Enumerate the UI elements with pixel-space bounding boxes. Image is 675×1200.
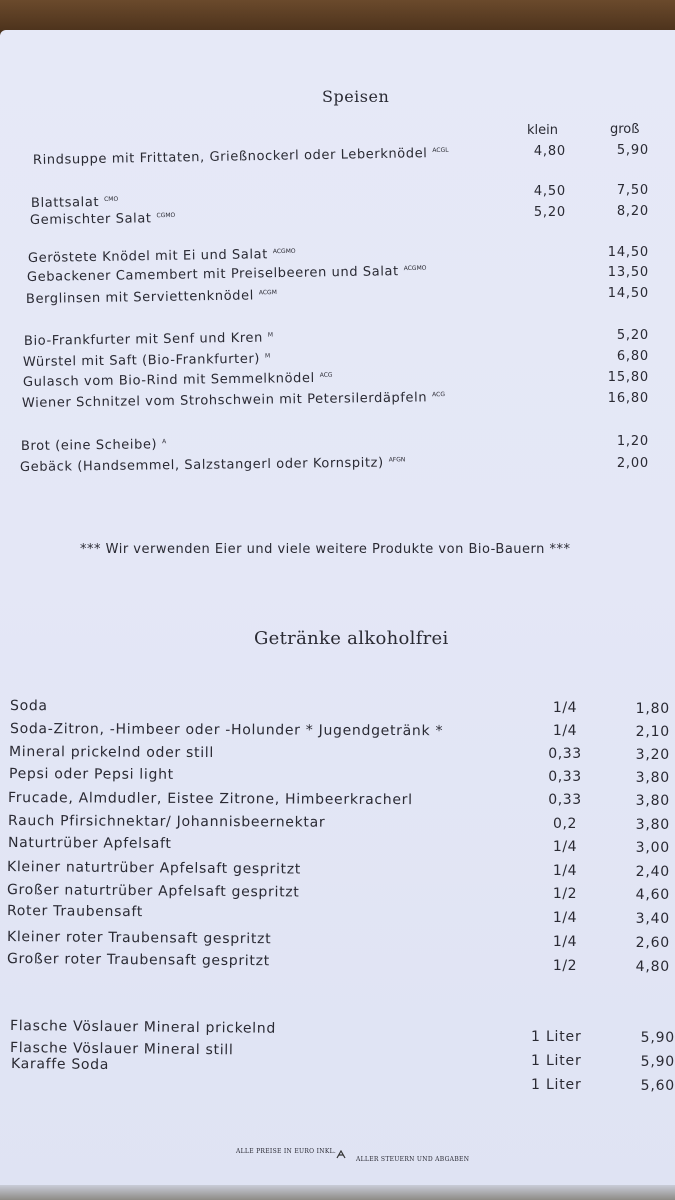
allergen-codes: M	[264, 352, 271, 360]
drink-price: 3,20	[635, 747, 670, 763]
drink-price: 4,80	[635, 959, 670, 975]
allergen-codes: AFGN	[388, 455, 406, 464]
price-small: 5,20	[533, 205, 566, 220]
bio-note: *** Wir verwenden Eier und viele weitere Produkte von Bio-Bauern ***	[80, 542, 571, 557]
drink-price: 3,80	[635, 770, 670, 786]
food-item	[31, 195, 118, 211]
drink-name: Kleiner naturtrüber Apfelsaft gespritzt	[6, 859, 302, 878]
food-item-name: Gulasch vom Bio-Rind mit Semmelknödel	[22, 370, 315, 390]
price-large: 5,20	[616, 328, 649, 343]
allergen-codes: A	[162, 437, 167, 445]
drink-size: 0,33	[548, 792, 582, 808]
drink-name: Pepsi oder Pepsi light	[8, 766, 174, 783]
drink-price: 2,40	[635, 864, 670, 880]
drink-size: 1/4	[552, 910, 578, 926]
food-item-name: Blattsalat	[30, 195, 100, 211]
drink-name: Frucade, Almdudler, Eistee Zitrone, Himbeerkracherl	[7, 790, 413, 809]
drink-name: Rauch Pfirsichnektar/ Johannisbeernektar	[7, 813, 326, 831]
footer-price-note-right: ALLER STEUERN UND ABGABEN	[356, 1156, 470, 1163]
food-item	[30, 211, 176, 228]
allergen-codes: ACGM	[258, 288, 277, 297]
bottle-name: Flasche Vöslauer Mineral prickelnd	[9, 1018, 277, 1037]
price-small: 4,80	[533, 144, 566, 159]
bottle-name: Flasche Vöslauer Mineral still	[9, 1040, 234, 1059]
bottle-price: 5,90	[640, 1030, 675, 1046]
drink-price: 1,80	[635, 701, 670, 717]
drink-name: Kleiner roter Traubensaft gespritzt	[6, 929, 272, 948]
bottle-price: 5,60	[640, 1078, 675, 1094]
bottle-price: 5,90	[640, 1054, 675, 1070]
price-large: 14,50	[607, 245, 649, 260]
bottle-size: 1 Liter	[531, 1053, 582, 1069]
food-item	[21, 437, 166, 454]
drink-name: Großer roter Traubensaft gespritzt	[6, 951, 270, 970]
price-large: 13,50	[607, 265, 649, 280]
drink-price: 4,60	[635, 887, 670, 903]
drink-name: Soda-Zitron, -Himbeer oder -Holunder * Jugendgetränk *	[9, 721, 444, 740]
food-item-name: Berglinsen mit Serviettenknödel	[25, 288, 255, 307]
allergen-codes: ACGMO	[272, 247, 296, 255]
price-large: 7,50	[616, 183, 649, 198]
drink-name: Soda	[9, 698, 48, 715]
food-item-name: Bio-Frankfurter mit Senf und Kren	[23, 330, 264, 349]
price-large: 6,80	[616, 349, 649, 364]
food-section-title: Speisen	[322, 87, 390, 106]
column-header-large: groß	[610, 122, 640, 137]
price-large: 16,80	[607, 391, 649, 406]
allergen-codes: ACGL	[432, 146, 449, 154]
drink-size: 0,33	[548, 769, 582, 785]
column-header-small: klein	[527, 123, 558, 138]
drink-price: 3,40	[635, 911, 670, 927]
allergen-codes: CMO	[104, 195, 119, 203]
drink-size: 0,33	[548, 746, 582, 762]
drink-name: Mineral prickelnd oder still	[8, 744, 215, 762]
drink-name: Roter Traubensaft	[6, 903, 144, 921]
drink-price: 3,80	[635, 793, 670, 809]
food-item-name: Gemischter Salat	[29, 211, 152, 228]
footer-price-note-left: ALLE PREISE IN EURO INKL.	[236, 1148, 337, 1155]
drink-size: 1/4	[552, 934, 578, 950]
drink-price: 3,80	[635, 817, 670, 833]
drinks-section-title: Getränke alkoholfrei	[254, 628, 449, 649]
drink-name: Naturtrüber Apfelsaft	[7, 835, 172, 852]
food-item-name: Gebäck (Handsemmel, Salzstangerl oder Kornspitz)	[19, 455, 384, 475]
drink-size: 0,2	[552, 816, 578, 832]
drink-size: 1/4	[552, 839, 578, 855]
food-item-name: Würstel mit Saft (Bio-Frankfurter)	[22, 351, 261, 370]
price-large: 5,90	[616, 143, 649, 158]
drink-size: 1/2	[552, 958, 578, 974]
allergen-codes: M	[267, 331, 274, 339]
allergen-codes: ACG	[319, 371, 333, 379]
table-shadow	[0, 1185, 675, 1200]
bottle-name: Karaffe Soda	[10, 1056, 110, 1074]
drink-price: 3,00	[635, 840, 670, 856]
drink-size: 1/4	[552, 863, 578, 879]
bottle-size: 1 Liter	[531, 1077, 582, 1093]
drink-size: 1/2	[552, 886, 578, 902]
price-small: 4,50	[533, 184, 566, 199]
drink-price: 2,60	[635, 935, 670, 951]
drink-price: 2,10	[635, 724, 670, 740]
allergen-codes: ACGMO	[403, 264, 427, 272]
bottle-size: 1 Liter	[531, 1029, 582, 1045]
logo-icon	[336, 1150, 346, 1162]
food-item-name: Rindsuppe mit Frittaten, Grießnockerl oder Leberknödel	[32, 146, 428, 168]
allergen-codes: ACG	[432, 390, 446, 398]
food-item-name: Gebackener Camembert mit Preiselbeeren und Salat	[26, 264, 399, 285]
price-large: 15,80	[607, 370, 649, 385]
price-large: 1,20	[616, 434, 649, 449]
price-large: 2,00	[616, 456, 649, 471]
drink-size: 1/4	[552, 723, 578, 739]
allergen-codes: CGMO	[156, 211, 176, 219]
drink-name: Großer naturtrüber Apfelsaft gespritzt	[6, 882, 300, 901]
price-large: 8,20	[616, 204, 649, 219]
food-item-name: Wiener Schnitzel vom Strohschwein mit Petersilerdäpfeln	[21, 390, 428, 411]
price-large: 14,50	[607, 286, 649, 301]
drink-size: 1/4	[552, 700, 578, 716]
food-item-name: Brot (eine Scheibe)	[20, 437, 158, 454]
food-item-name: Geröstete Knödel mit Ei und Salat	[27, 247, 269, 266]
